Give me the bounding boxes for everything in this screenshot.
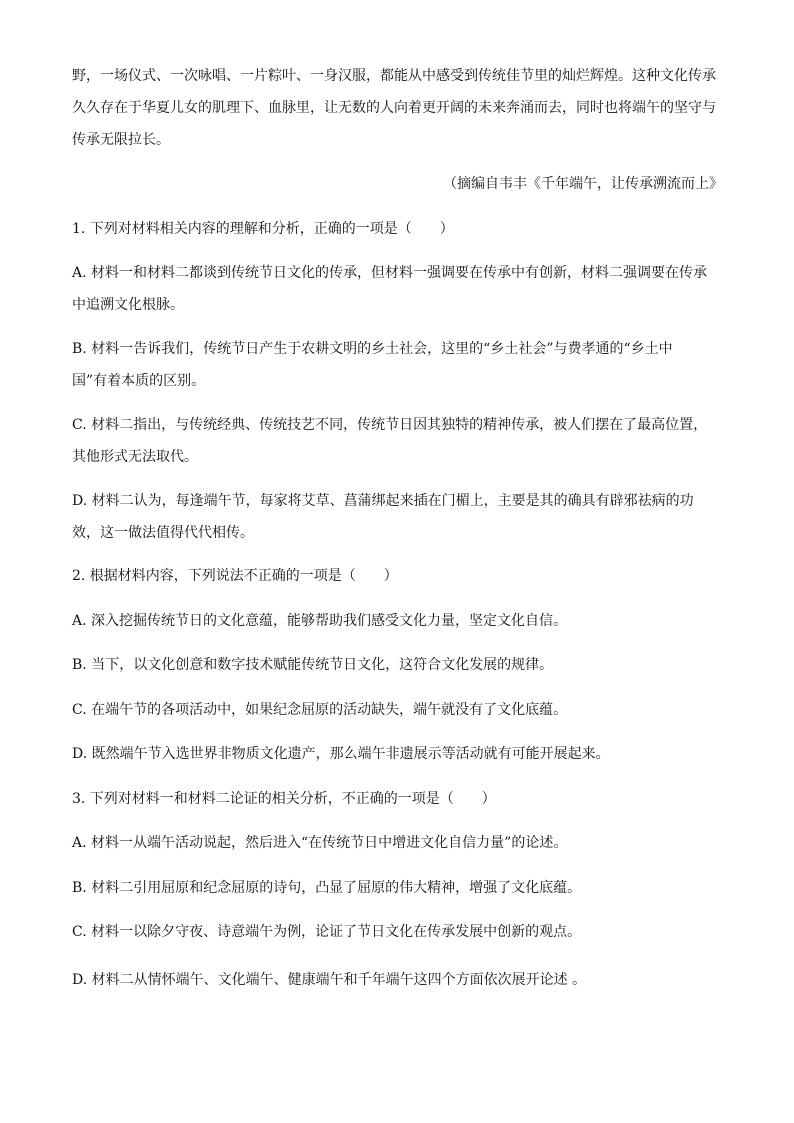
option-d-line: 效，这一做法值得代代相传。: [72, 525, 254, 541]
option-a-line: 中追溯文化根脉。: [72, 297, 184, 313]
question-stem: 2. 根据材料内容，下列说法不正确的一项是（ ）: [72, 568, 398, 584]
option-c-line: C. 材料二指出，与传统经典、传统技艺不同，传统节日因其独特的精神传承，被人们摆在了最高位置，: [72, 417, 708, 433]
passage-line: 传承无限拉长。: [72, 132, 170, 148]
passage-line: 野，一场仪式、一次咏唱、一片粽叶、一身汉服，都能从中感受到传统佳节里的灿烂辉煌。这种文化传承: [72, 68, 716, 84]
option-a-line: A. 深入挖掘传统节日的文化意蕴，能够帮助我们感受文化力量，坚定文化自信。: [72, 613, 568, 629]
option-b-line: 国”有着本质的区别。: [72, 373, 206, 389]
option-b-line: B. 当下，以文化创意和数字技术赋能传统节日文化，这符合文化发展的规律。: [72, 657, 554, 673]
question-stem: 3. 下列对材料一和材料二论证的相关分析，不正确的一项是（ ）: [72, 791, 496, 807]
option-a-line: A. 材料一从端午活动说起，然后进入“在传统节日中增进文化自信力量”的论述。: [72, 835, 568, 851]
option-d-line: D. 材料二从情怀端午、文化端午、健康端午和千年端午这四个方面依次展开论述 。: [72, 972, 587, 988]
passage-line: 久久存在于华夏儿女的肌理下、血脉里，让无数的人向着更开阔的未来奔涌而去，同时也将端午的坚守与: [72, 100, 716, 116]
option-c-line: C. 材料一以除夕守夜、诗意端午为例，论证了节日文化在传承发展中创新的观点。: [72, 924, 582, 940]
option-c-line: C. 在端午节的各项活动中，如果纪念屈原的活动缺失，端午就没有了文化底蕴。: [72, 702, 568, 718]
option-a-line: A. 材料一和材料二都谈到传统节日文化的传承，但材料一强调要在传承中有创新，材料二强调要在传承: [72, 265, 708, 281]
option-d-line: D. 既然端午节入选世界非物质文化遗产，那么端午非遗展示等活动就有可能开展起来。: [72, 746, 610, 762]
option-b-line: B. 材料二引用屈原和纪念屈原的诗句，凸显了屈原的伟大精神，增强了文化底蕴。: [72, 880, 582, 896]
source-citation: （摘编自韦丰《千年端午，让传承溯流而上》: [443, 176, 723, 192]
option-c-line: 其他形式无法取代。: [72, 449, 198, 465]
question-stem: 1. 下列对材料相关内容的理解和分析，正确的一项是（ ）: [72, 221, 454, 237]
option-b-line: B. 材料一告诉我们，传统节日产生于农耕文明的乡土社会，这里的“乡土社会”与费孝通的“乡土中: [72, 341, 673, 357]
option-d-line: D. 材料二认为，每逢端午节，每家将艾草、菖蒲绑起来插在门楣上，主要是其的确具有辟邪祛病的功: [72, 493, 694, 509]
